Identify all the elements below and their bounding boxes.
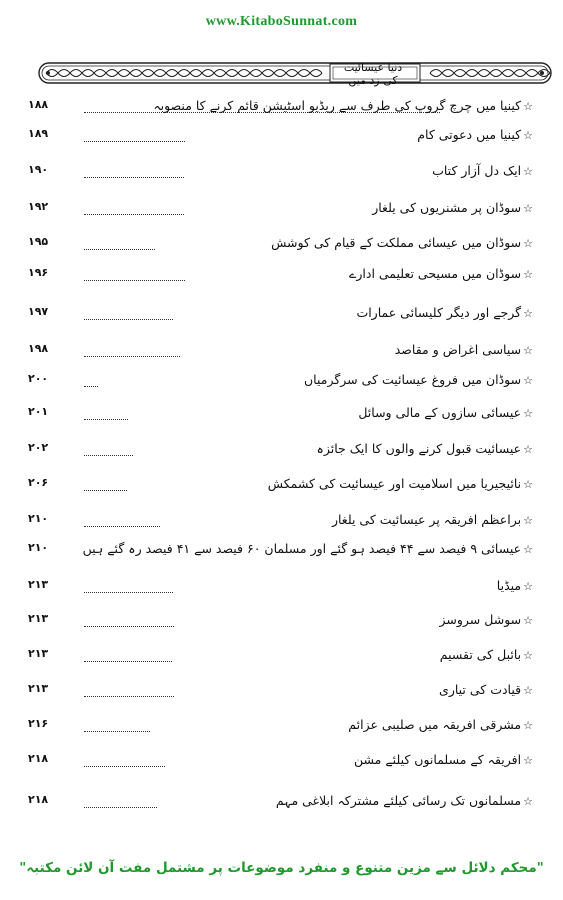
- star-icon: ☆: [523, 719, 533, 732]
- star-icon: ☆: [523, 129, 533, 142]
- toc-leader-dots: [84, 280, 185, 281]
- toc-leader-dots: [84, 807, 157, 808]
- toc-page-number: ۱۹۷: [28, 305, 49, 318]
- toc-page-number: ۲۱۳: [28, 612, 49, 625]
- toc-entry-title: بائبل کی تقسیم: [439, 647, 522, 662]
- star-icon: ☆: [523, 543, 533, 556]
- toc-entry-title: نائیجیریا میں اسلامیت اور عیسائیت کی کشمکش: [267, 476, 522, 491]
- toc-entry[interactable]: [439, 682, 533, 697]
- toc-entry[interactable]: [349, 266, 533, 281]
- toc-page-number: ۲۱۳: [28, 578, 49, 591]
- toc-leader-dots: [84, 592, 173, 593]
- toc-entry[interactable]: [356, 305, 533, 320]
- toc-page-number: ۱۹۵: [28, 235, 49, 248]
- toc-row: [0, 200, 563, 222]
- toc-entry-title: گرجے اور دیگر کلیسائی عمارات: [356, 305, 522, 320]
- toc-leader-dots: [84, 661, 172, 662]
- toc-entry[interactable]: [395, 342, 533, 357]
- toc-page-number: ۲۰۶: [28, 476, 49, 489]
- toc-leader-dots: [84, 386, 98, 387]
- toc-row: [0, 441, 563, 463]
- toc-page-number: ۲۱۳: [28, 647, 49, 660]
- toc-entry[interactable]: [332, 512, 533, 527]
- toc-leader-dots: [84, 141, 185, 142]
- toc-row: [0, 752, 563, 774]
- toc-entry[interactable]: [271, 235, 533, 250]
- toc-row: [0, 305, 563, 327]
- toc-entry-title: مشرقی افریقہ میں صلیبی عزائم: [348, 717, 522, 732]
- toc-entry-title: میڈیا: [496, 578, 522, 593]
- toc-entry[interactable]: [268, 476, 533, 491]
- toc-entry[interactable]: [440, 612, 534, 627]
- star-icon: ☆: [523, 684, 533, 697]
- toc-row: [0, 682, 563, 704]
- toc-leader-dots: [84, 766, 165, 767]
- chapter-title: دنیا عیسائیت کی زد میں: [343, 61, 403, 87]
- toc-entry-title: براعظم افریقہ پر عیسائیت کی یلغار: [331, 512, 522, 527]
- toc-page-number: ۲۰۲: [28, 441, 49, 454]
- toc-row: [0, 372, 563, 394]
- toc-entry[interactable]: [417, 127, 533, 142]
- toc-row: [0, 266, 563, 288]
- star-icon: ☆: [523, 100, 533, 113]
- toc-page-number: ۲۱۰: [28, 541, 49, 554]
- toc-leader-dots: [84, 319, 173, 320]
- toc-leader-dots: [84, 419, 128, 420]
- star-icon: ☆: [523, 268, 533, 281]
- toc-entry[interactable]: [348, 717, 533, 732]
- toc-page-number: ۲۰۰: [28, 372, 49, 385]
- toc-leader-dots: [84, 526, 160, 527]
- toc-page-number: ۲۰۱: [28, 405, 49, 418]
- toc-row: [0, 717, 563, 739]
- toc-page-number: ۲۱۳: [28, 682, 49, 695]
- toc-entry-title: سوڈان پر مشنریوں کی یلغار: [372, 200, 522, 215]
- star-icon: ☆: [523, 443, 533, 456]
- star-icon: ☆: [523, 649, 533, 662]
- toc-row: [0, 793, 563, 815]
- toc-row: [0, 405, 563, 427]
- toc-entry[interactable]: [153, 98, 533, 113]
- toc-row: [0, 235, 563, 257]
- footer-tagline: "محکم دلائل سے مزین متنوع و منفرد موضوعات پر مشتمل مفت آن لائن مکتبہ": [19, 860, 544, 876]
- toc-entry[interactable]: [497, 578, 533, 593]
- toc-page-number: ۱۹۲: [28, 200, 49, 213]
- toc-entry-title: عیسائی سازوں کے مالی وسائل: [358, 405, 522, 420]
- site-url[interactable]: www.KitaboSunnat.com: [205, 14, 358, 29]
- toc-leader-dots: [84, 214, 184, 215]
- toc-entry[interactable]: [440, 647, 533, 662]
- toc-entry[interactable]: [432, 163, 533, 178]
- toc-entry[interactable]: [354, 752, 533, 767]
- star-icon: ☆: [523, 754, 533, 767]
- toc-entry-title: کینیا میں دعوتی کام: [417, 127, 522, 142]
- star-icon: ☆: [523, 795, 533, 808]
- toc-entry-title: سوڈان میں فروغ عیسائیت کی سرگرمیاں: [303, 372, 522, 387]
- toc-entry-title: سوڈان میں عیسائی مملکت کے قیام کی کوشش: [271, 235, 522, 250]
- toc-entry-title: سیاسی اغراض و مقاصد: [394, 342, 522, 357]
- toc-row: [0, 476, 563, 498]
- toc-entry[interactable]: [317, 441, 533, 456]
- star-icon: ☆: [523, 514, 533, 527]
- toc-leader-dots: [84, 626, 174, 627]
- toc-leader-dots: [84, 696, 174, 697]
- star-icon: ☆: [523, 407, 533, 420]
- toc-entry-title: عیسائی ۹ فیصد سے ۴۴ فیصد ہو گئے اور مسلمان ۶۰ فیصد سے ۴۱ فیصد رہ گئے ہیں: [82, 541, 522, 556]
- toc-row: [0, 512, 563, 534]
- toc-page-number: ۱۸۸: [28, 98, 49, 111]
- toc-entry-title: کینیا میں چرچ گروپ کی طرف سے ریڈیو اسٹیشن قائم کرنے کا منصوبہ: [153, 98, 522, 113]
- star-icon: ☆: [523, 165, 533, 178]
- toc-leader-dots: [84, 731, 150, 732]
- toc-entry[interactable]: [372, 200, 533, 215]
- toc-entry[interactable]: [358, 405, 533, 420]
- toc-entry[interactable]: [276, 793, 533, 808]
- toc-entry-title: عیسائیت قبول کرنے والوں کا ایک جائزہ: [316, 441, 522, 456]
- toc-page-number: ۲۱۸: [28, 793, 49, 806]
- toc-page-number: ۲۱۶: [28, 717, 49, 730]
- star-icon: ☆: [523, 478, 533, 491]
- toc-page-number: ۱۹۸: [28, 342, 49, 355]
- star-icon: ☆: [523, 202, 533, 215]
- star-icon: ☆: [523, 307, 533, 320]
- toc-row: [0, 647, 563, 669]
- toc-leader-dots: [84, 249, 155, 250]
- toc-row: [0, 578, 563, 600]
- star-icon: ☆: [523, 614, 533, 627]
- toc-entry-title: مسلمانوں تک رسائی کیلئے مشترکہ ابلاغی مہم: [275, 793, 522, 808]
- toc-row: [0, 127, 563, 149]
- toc-entry-title: سوڈان میں مسیحی تعلیمی ادارے: [349, 266, 522, 281]
- toc-entry[interactable]: [304, 372, 533, 387]
- toc-row: [0, 612, 563, 634]
- toc-page-number: ۲۱۰: [28, 512, 49, 525]
- toc-entry-title: افریقہ کے مسلمانوں کیلئے مشن: [354, 752, 522, 767]
- toc-page-number: ۱۸۹: [28, 127, 49, 140]
- toc-entry[interactable]: [83, 541, 533, 556]
- toc-row: [0, 342, 563, 364]
- toc-page-number: ۲۱۸: [28, 752, 49, 765]
- toc-page-number: ۱۹۰: [28, 163, 49, 176]
- toc-row: [0, 541, 563, 563]
- toc-row: [0, 163, 563, 185]
- toc-leader-dots: [84, 356, 180, 357]
- toc-page-number: ۱۹۶: [28, 266, 49, 279]
- toc-entry-title: قیادت کی تیاری: [439, 682, 522, 697]
- toc-entry-title: سوشل سروسز: [439, 612, 522, 627]
- star-icon: ☆: [523, 580, 533, 593]
- toc-leader-dots: [84, 490, 127, 491]
- star-icon: ☆: [523, 344, 533, 357]
- toc-leader-dots: [84, 177, 184, 178]
- toc-row: [0, 98, 563, 120]
- star-icon: ☆: [523, 374, 533, 387]
- toc-leader-dots: [84, 455, 133, 456]
- toc-entry-title: ایک دل آزار کتاب: [432, 163, 522, 178]
- star-icon: ☆: [523, 237, 533, 250]
